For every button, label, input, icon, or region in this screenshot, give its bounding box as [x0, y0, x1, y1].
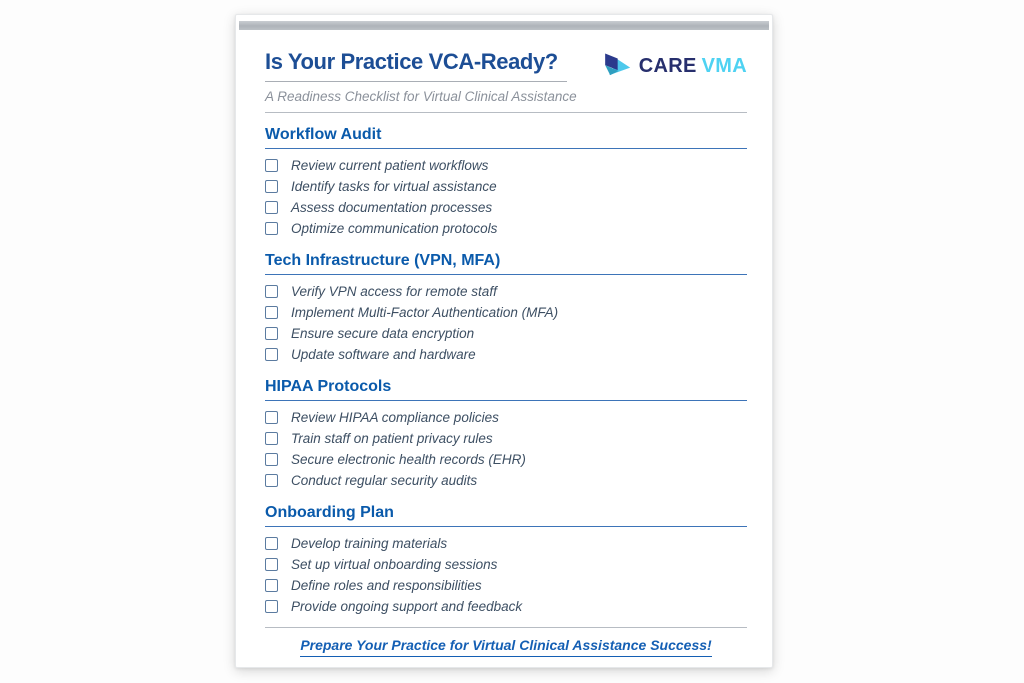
checklist-item-label: Verify VPN access for remote staff	[291, 284, 497, 299]
checklist-page	[235, 14, 773, 668]
checkbox-unchecked[interactable]	[265, 222, 278, 235]
checklist-row	[265, 323, 747, 344]
section-heading: Workflow Audit	[265, 125, 747, 149]
checkbox-unchecked[interactable]	[265, 348, 278, 361]
checkbox-unchecked[interactable]	[265, 474, 278, 487]
checkbox-unchecked[interactable]	[265, 306, 278, 319]
footer	[265, 637, 747, 657]
checkbox-unchecked[interactable]	[265, 411, 278, 424]
checklist-row	[265, 449, 747, 470]
checklist-row	[265, 281, 747, 302]
page-subtitle: A Readiness Checklist for Virtual Clinical Assistance	[265, 89, 577, 104]
checklist-row	[265, 533, 747, 554]
checklist-row	[265, 575, 747, 596]
section-heading: Onboarding Plan	[265, 503, 747, 527]
checkbox-unchecked[interactable]	[265, 537, 278, 550]
logo-mark-icon	[601, 52, 631, 80]
logo-text-care: CARE	[638, 54, 697, 77]
checklist-item-label: Assess documentation processes	[291, 200, 493, 215]
checklist-row	[265, 344, 747, 365]
checklist	[265, 407, 747, 491]
checklist-row	[265, 218, 747, 239]
sections	[265, 125, 747, 617]
logo-text-vma: VMA	[701, 54, 747, 77]
header-divider	[265, 112, 747, 113]
checkbox-unchecked[interactable]	[265, 201, 278, 214]
checklist-item-label: Update software and hardware	[291, 347, 476, 362]
checkbox-unchecked[interactable]	[265, 558, 278, 571]
checklist-item-label: Develop training materials	[291, 536, 448, 551]
checkbox-unchecked[interactable]	[265, 327, 278, 340]
checklist-row	[265, 554, 747, 575]
section-heading: HIPAA Protocols	[265, 377, 747, 401]
checkbox-unchecked[interactable]	[265, 600, 278, 613]
checkbox-unchecked[interactable]	[265, 432, 278, 445]
checkbox-unchecked[interactable]	[265, 285, 278, 298]
checklist-row	[265, 176, 747, 197]
checklist-row	[265, 302, 747, 323]
page-top-binding-bar	[239, 21, 769, 30]
footer-divider	[265, 627, 747, 628]
header	[265, 48, 747, 82]
checklist-item-label: Train staff on patient privacy rules	[291, 431, 493, 446]
checklist-row	[265, 407, 747, 428]
footer-cta-link[interactable]: Prepare Your Practice for Virtual Clinical Assistance Success!	[300, 637, 711, 657]
checkbox-unchecked[interactable]	[265, 159, 278, 172]
checklist-row	[265, 197, 747, 218]
checklist-row	[265, 428, 747, 449]
checkbox-unchecked[interactable]	[265, 453, 278, 466]
checklist-section	[265, 125, 747, 239]
checklist-item-label: Conduct regular security audits	[291, 473, 478, 488]
checklist	[265, 155, 747, 239]
checklist-item-label: Implement Multi-Factor Authentication (MFA)	[291, 305, 559, 320]
checklist-item-label: Provide ongoing support and feedback	[291, 599, 523, 614]
page-content	[265, 45, 747, 667]
page-title: Is Your Practice VCA-Ready?	[265, 48, 567, 82]
checklist-section	[265, 503, 747, 617]
title-block	[265, 48, 567, 82]
checkbox-unchecked[interactable]	[265, 579, 278, 592]
checklist-row	[265, 155, 747, 176]
checklist-item-label: Review HIPAA compliance policies	[291, 410, 499, 425]
care-vma-logo	[601, 52, 747, 80]
checklist-item-label: Define roles and responsibilities	[291, 578, 482, 593]
checklist-item-label: Identify tasks for virtual assistance	[291, 179, 497, 194]
checklist-row	[265, 470, 747, 491]
checklist-item-label: Ensure secure data encryption	[291, 326, 475, 341]
logo-wordmark	[639, 55, 747, 78]
checklist-item-label: Set up virtual onboarding sessions	[291, 557, 498, 572]
checklist-row	[265, 596, 747, 617]
checklist-section	[265, 377, 747, 491]
checklist	[265, 533, 747, 617]
checklist	[265, 281, 747, 365]
checkbox-unchecked[interactable]	[265, 180, 278, 193]
checklist-item-label: Review current patient workflows	[291, 158, 489, 173]
checklist-section	[265, 251, 747, 365]
checklist-item-label: Optimize communication protocols	[291, 221, 498, 236]
checklist-item-label: Secure electronic health records (EHR)	[291, 452, 526, 467]
section-heading: Tech Infrastructure (VPN, MFA)	[265, 251, 747, 275]
